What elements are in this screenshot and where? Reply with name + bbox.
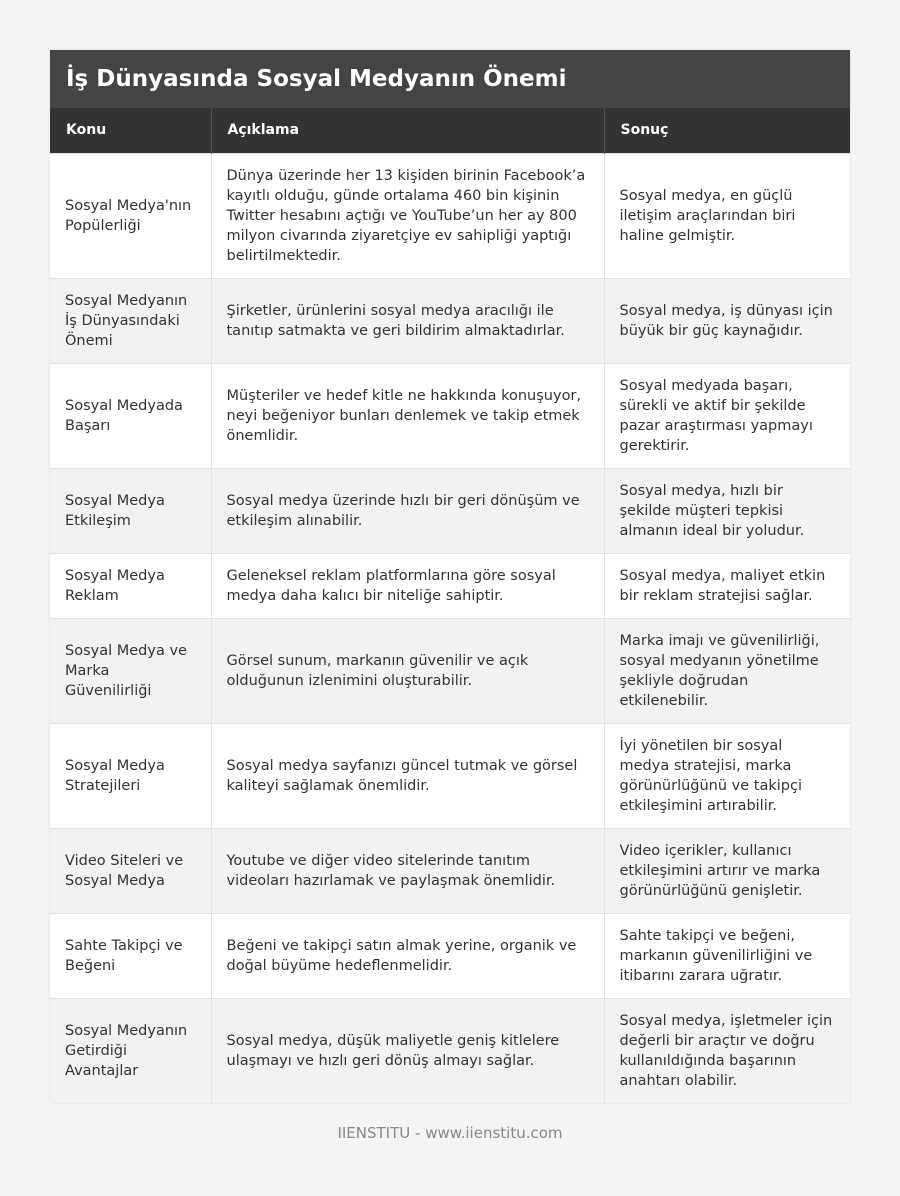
- cell-sonuc: Sosyal medya, işletmeler için değerli bir araçtır ve doğru kullanıldığında başarının anahtarı olabilir.: [604, 998, 850, 1103]
- cell-konu: Sosyal Medyada Başarı: [50, 363, 211, 468]
- table-row: [50, 363, 850, 468]
- cell-sonuc: İyi yönetilen bir sosyal medya stratejisi, marka görünürlüğünü ve takipçi etkileşimini artırabilir.: [604, 723, 850, 828]
- cell-aciklama: Sosyal medya sayfanızı güncel tutmak ve görsel kaliteyi sağlamak önemlidir.: [211, 723, 604, 828]
- data-table: [50, 108, 850, 1103]
- cell-aciklama: Görsel sunum, markanın güvenilir ve açık olduğunun izlenimini oluşturabilir.: [211, 618, 604, 723]
- cell-aciklama: Geleneksel reklam platformlarına göre sosyal medya daha kalıcı bir niteliğe sahiptir.: [211, 553, 604, 618]
- cell-aciklama: Beğeni ve takipçi satın almak yerine, organik ve doğal büyüme hedeflenmelidir.: [211, 913, 604, 998]
- cell-konu: Sosyal Medyanın İş Dünyasındaki Önemi: [50, 278, 211, 363]
- cell-konu: Sosyal Medya ve Marka Güvenilirliği: [50, 618, 211, 723]
- page-title: İş Dünyasında Sosyal Medyanın Önemi: [66, 66, 567, 92]
- cell-aciklama: Youtube ve diğer video sitelerinde tanıtım videoları hazırlamak ve paylaşmak önemlidir.: [211, 828, 604, 913]
- table-card: [50, 50, 850, 1103]
- cell-sonuc: Video içerikler, kullanıcı etkileşimini artırır ve marka görünürlüğünü genişletir.: [604, 828, 850, 913]
- cell-aciklama: Dünya üzerinde her 13 kişiden birinin Facebook’a kayıtlı olduğu, günde ortalama 460 bin kişinin Twitter hesabını açtığı ve YouTube’un her ay 800 milyon civarında ziyaretçiye ev sahipliği yaptığı belirtilmektedir.: [211, 153, 604, 278]
- cell-aciklama: Sosyal medya üzerinde hızlı bir geri dönüşüm ve etkileşim alınabilir.: [211, 468, 604, 553]
- cell-sonuc: Sosyal medya, en güçlü iletişim araçlarından biri haline gelmiştir.: [604, 153, 850, 278]
- cell-konu: Sosyal Medyanın Getirdiği Avantajlar: [50, 998, 211, 1103]
- cell-konu: Sosyal Medya Etkileşim: [50, 468, 211, 553]
- table-row: [50, 553, 850, 618]
- table-row: [50, 913, 850, 998]
- cell-aciklama: Müşteriler ve hedef kitle ne hakkında konuşuyor, neyi beğeniyor bunları denlemek ve takip etmek önemlidir.: [211, 363, 604, 468]
- cell-konu: Sosyal Medya Stratejileri: [50, 723, 211, 828]
- table-row: [50, 468, 850, 553]
- column-header-konu: Konu: [50, 108, 211, 153]
- cell-sonuc: Marka imajı ve güvenilirliği, sosyal medyanın yönetilme şekliyle doğrudan etkilenebilir.: [604, 618, 850, 723]
- column-header-aciklama: Açıklama: [211, 108, 604, 153]
- cell-konu: Sosyal Medya Reklam: [50, 553, 211, 618]
- table-row: [50, 998, 850, 1103]
- table-row: [50, 278, 850, 363]
- cell-sonuc: Sosyal medya, iş dünyası için büyük bir güç kaynağıdır.: [604, 278, 850, 363]
- table-row: [50, 723, 850, 828]
- cell-konu: Sosyal Medya'nın Popülerliği: [50, 153, 211, 278]
- cell-sonuc: Sahte takipçi ve beğeni, markanın güvenilirliğini ve itibarını zarara uğratır.: [604, 913, 850, 998]
- cell-sonuc: Sosyal medya, maliyet etkin bir reklam stratejisi sağlar.: [604, 553, 850, 618]
- footer-credit: IIENSTITU - www.iienstitu.com: [337, 1124, 563, 1142]
- cell-aciklama: Şirketler, ürünlerini sosyal medya aracılığı ile tanıtıp satmakta ve geri bildirim almaktadırlar.: [211, 278, 604, 363]
- cell-aciklama: Sosyal medya, düşük maliyetle geniş kitlelere ulaşmayı ve hızlı geri dönüş almayı sağlar.: [211, 998, 604, 1103]
- cell-sonuc: Sosyal medyada başarı, sürekli ve aktif bir şekilde pazar araştırması yapmayı gerektirir.: [604, 363, 850, 468]
- cell-konu: Sahte Takipçi ve Beğeni: [50, 913, 211, 998]
- cell-sonuc: Sosyal medya, hızlı bir şekilde müşteri tepkisi almanın ideal bir yoludur.: [604, 468, 850, 553]
- column-header-sonuc: Sonuç: [604, 108, 850, 153]
- title-bar: [50, 50, 850, 108]
- table-row: [50, 153, 850, 278]
- table-row: [50, 828, 850, 913]
- table-row: [50, 618, 850, 723]
- cell-konu: Video Siteleri ve Sosyal Medya: [50, 828, 211, 913]
- table-header-row: [50, 108, 850, 153]
